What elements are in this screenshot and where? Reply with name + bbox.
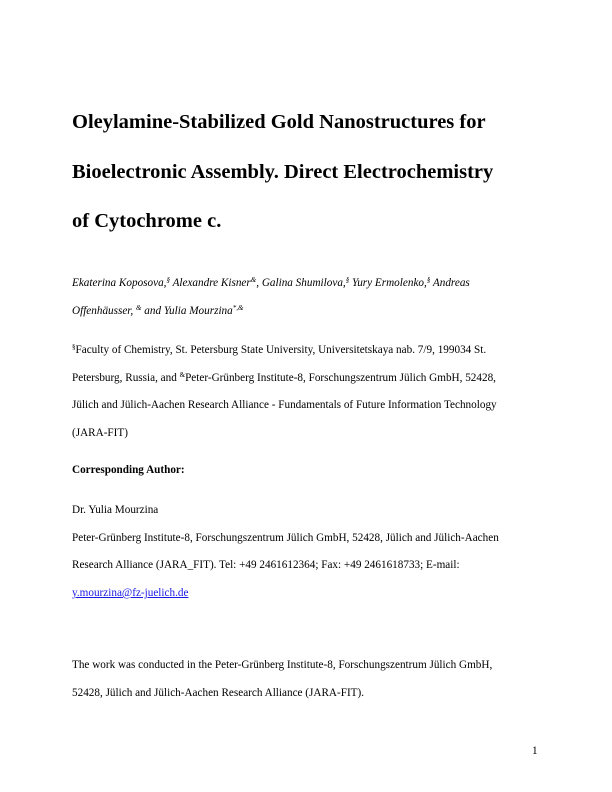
author-name: Andreas [430, 277, 470, 289]
affiliation-line-4: (JARA-FIT) [72, 427, 128, 439]
affiliation-line-1 [72, 343, 486, 357]
author-name: Offenhäusser, [72, 305, 137, 317]
title-line-3: of Cytochrome c. [72, 210, 222, 232]
author-name: Yury Ermolenko, [349, 277, 427, 289]
page-number: 1 [532, 745, 538, 757]
author-affil-mark: *,& [232, 304, 244, 312]
affiliation-line-3: Jülich and Jülich-Aachen Research Alliance - Fundamentals of Future Information Technology [72, 399, 497, 411]
affiliation-text: Petersburg, Russia, and [72, 372, 180, 384]
corresponding-name: Dr. Yulia Mourzina [72, 504, 159, 516]
author-name: and Yulia Mourzina [141, 305, 233, 317]
author-affil-mark: § [426, 276, 431, 284]
title-line-2: Bioelectronic Assembly. Direct Electrochemistry [72, 161, 494, 183]
authors-line-2 [72, 304, 243, 318]
corresponding-address-2: Research Alliance (JARA_FIT). Tel: +49 2461612364; Fax: +49 2461618733; E-mail: [72, 559, 460, 571]
affil-mark: & [179, 371, 186, 379]
email-link[interactable]: y.mourzina@fz-juelich.de [72, 587, 189, 599]
author-name: Ekaterina Koposova, [72, 277, 167, 289]
author-affil-mark: & [250, 276, 257, 284]
authors-line-1 [72, 276, 470, 290]
author-name: Alexandre Kisner [169, 277, 251, 289]
affil-mark: § [72, 343, 76, 351]
corresponding-address-1: Peter-Grünberg Institute-8, Forschungszentrum Jülich GmbH, 52428, Jülich and Jülich-Aachen [72, 532, 499, 544]
affiliation-text: Faculty of Chemistry, St. Petersburg State University, Universitetskaya nab. 7/9, 199034 St. [75, 344, 487, 356]
author-name: , Galina Shumilova, [256, 277, 346, 289]
affiliation-text: Peter-Grünberg Institute-8, Forschungszentrum Jülich GmbH, 52428, [185, 372, 496, 384]
author-affil-mark: & [136, 304, 142, 312]
work-note-line-2: 52428, Jülich and Jülich-Aachen Research Alliance (JARA-FIT). [72, 687, 365, 699]
author-affil-mark: § [166, 276, 170, 284]
work-note-line-1: The work was conducted in the Peter-Grünberg Institute-8, Forschungszentrum Jülich GmbH, [72, 659, 493, 671]
corresponding-heading: Corresponding Author: [72, 464, 185, 476]
affiliation-line-2 [72, 371, 496, 385]
author-affil-mark: § [345, 276, 350, 284]
email-line [72, 586, 188, 600]
title-line-1: Oleylamine-Stabilized Gold Nanostructures for [72, 111, 486, 133]
